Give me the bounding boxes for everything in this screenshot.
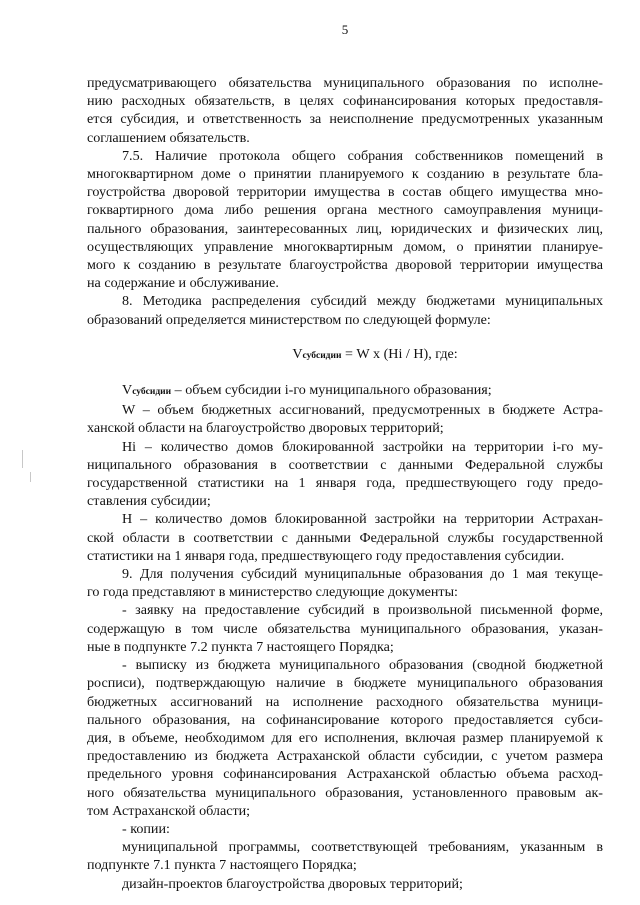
paragraph xyxy=(87,601,603,656)
text-line: гоквартирного дома либо решения органа местного самоуправления муници- xyxy=(87,202,603,219)
definition-first-line xyxy=(87,401,603,419)
text-line: статистики на 1 января года, предшествующего году предоставления субсидии. xyxy=(87,547,565,564)
text-line: бюджетных ассигнований на исполнение расходного обязательства муници- xyxy=(87,693,603,710)
definition-text: H – количество домов блокированной застройки на территории Астрахан- xyxy=(122,511,603,528)
paragraph xyxy=(87,292,603,328)
definition-first-line xyxy=(87,381,603,401)
text-line: - заявку на предоставление субсидий в произвольной письменной форме, xyxy=(122,602,603,619)
definition-text: – объем субсидии i-го муниципального образования; xyxy=(171,382,492,399)
text-line: государственной статистики на 1 января года, предшествующего году предо- xyxy=(87,475,603,492)
paragraph xyxy=(87,838,603,874)
page-number: 5 xyxy=(341,22,349,37)
text-line: 8. Методика распределения субсидий между бюджетами муниципальных xyxy=(122,293,603,310)
text-line: на содержание и обслуживание. xyxy=(87,275,279,292)
paragraph xyxy=(87,74,603,147)
text-line: нию расходных обязательств, в целях софинансирования которых предоставля- xyxy=(87,93,603,110)
text-line: мого к созданию в результате благоустройства дворовой территории имущества xyxy=(87,257,603,274)
text-line: ные в подпункте 7.2 пункта 7 настоящего Порядка; xyxy=(87,638,394,655)
formula-subscript: субсидии xyxy=(302,350,342,361)
text-line: дизайн-проектов благоустройства дворовых территорий; xyxy=(122,875,463,892)
definition-item xyxy=(87,381,603,401)
text-line: ской области в соответствии с данными Федеральной службы государственной xyxy=(87,529,603,546)
paragraph xyxy=(87,656,603,820)
document-body-top xyxy=(87,74,603,329)
definition-first-line xyxy=(87,438,603,456)
definition-symbol: V xyxy=(122,382,133,399)
formula-v: V xyxy=(292,345,303,362)
text-line: образований определяется министерством по следующей формуле: xyxy=(87,311,491,328)
text-line: ниципального образования в соответствии с данными Федеральной службы xyxy=(87,456,603,473)
formula-rest: = W x (Hi / H), где: xyxy=(341,345,458,362)
definition-text: Hi – количество домов блокированной застройки на территории i-го му- xyxy=(122,438,603,455)
text-line: пального образования, заинтересованных лиц, юридических и физических лиц, xyxy=(87,220,603,237)
text-line: ханской области на благоустройство дворовых территорий; xyxy=(87,420,444,437)
text-line: го года представляют в министерство следующие документы: xyxy=(87,584,458,601)
text-line: осуществляющих управление многоквартирным домом, о принятии планируе- xyxy=(87,238,603,255)
definition-first-line xyxy=(87,510,603,528)
text-line: пального образования, на софинансирование которого предоставляется субси- xyxy=(87,711,603,728)
text-line: - копии: xyxy=(122,820,170,837)
definition-item xyxy=(87,438,603,511)
text-line: предоставлению из бюджета Астраханской области субсидии, с учетом размера xyxy=(87,748,603,765)
definition-subscript: субсидии xyxy=(132,387,172,398)
text-line: гоустройства дворовой территории имущества в состав общего имущества мно- xyxy=(87,184,603,201)
paragraph xyxy=(87,565,603,601)
text-line: 9. Для получения субсидий муниципальные образования до 1 мая текуще- xyxy=(122,566,603,583)
text-line: том Астраханской области; xyxy=(87,802,251,819)
definition-text: W – объем бюджетных ассигнований, предусмотренных в бюджете Астра- xyxy=(122,402,603,419)
scan-artifact xyxy=(30,472,31,482)
text-line: многоквартирном доме о принятии планируемого к созданию в результате бла- xyxy=(87,166,603,183)
definition-item xyxy=(87,401,603,437)
text-line: ного обязательства муниципального образования, установленного правовым ак- xyxy=(87,784,603,801)
scan-artifact xyxy=(22,450,23,468)
text-line: предельного уровня софинансирования Астраханской областью объема расход- xyxy=(87,766,603,783)
document-body-bottom xyxy=(87,565,603,893)
text-line: росписи), подтверждающую наличие в бюджете муниципального образования xyxy=(87,675,603,692)
text-line: соглашением обязательств. xyxy=(87,129,250,146)
text-line: подпункте 7.1 пункта 7 настоящего Порядка; xyxy=(87,857,357,874)
text-line: ставления субсидии; xyxy=(87,493,211,510)
formula-definitions xyxy=(87,381,603,565)
paragraph xyxy=(87,147,603,293)
text-line: 7.5. Наличие протокола общего собрания собственников помещений в xyxy=(122,147,603,164)
document-page xyxy=(87,22,603,893)
paragraph xyxy=(87,820,603,838)
text-line: предусматривающего обязательства муниципального образования по исполне- xyxy=(87,75,603,91)
text-line: - выписку из бюджета муниципального образования (сводной бюджетной xyxy=(122,657,603,674)
definition-item xyxy=(87,510,603,565)
text-line: ется субсидия, и ответственность за неисполнение предусмотренных указанным xyxy=(87,111,603,128)
text-line: муниципальной программы, соответствующей требованиям, указанным в xyxy=(122,839,603,856)
paragraph xyxy=(87,875,603,893)
text-line: содержащую в том числе обязательства муниципального образования, указан- xyxy=(87,620,603,637)
formula-line xyxy=(87,345,603,365)
text-line: дия, в объеме, необходимом для его исполнения, включая размер планируемой к xyxy=(87,729,603,746)
